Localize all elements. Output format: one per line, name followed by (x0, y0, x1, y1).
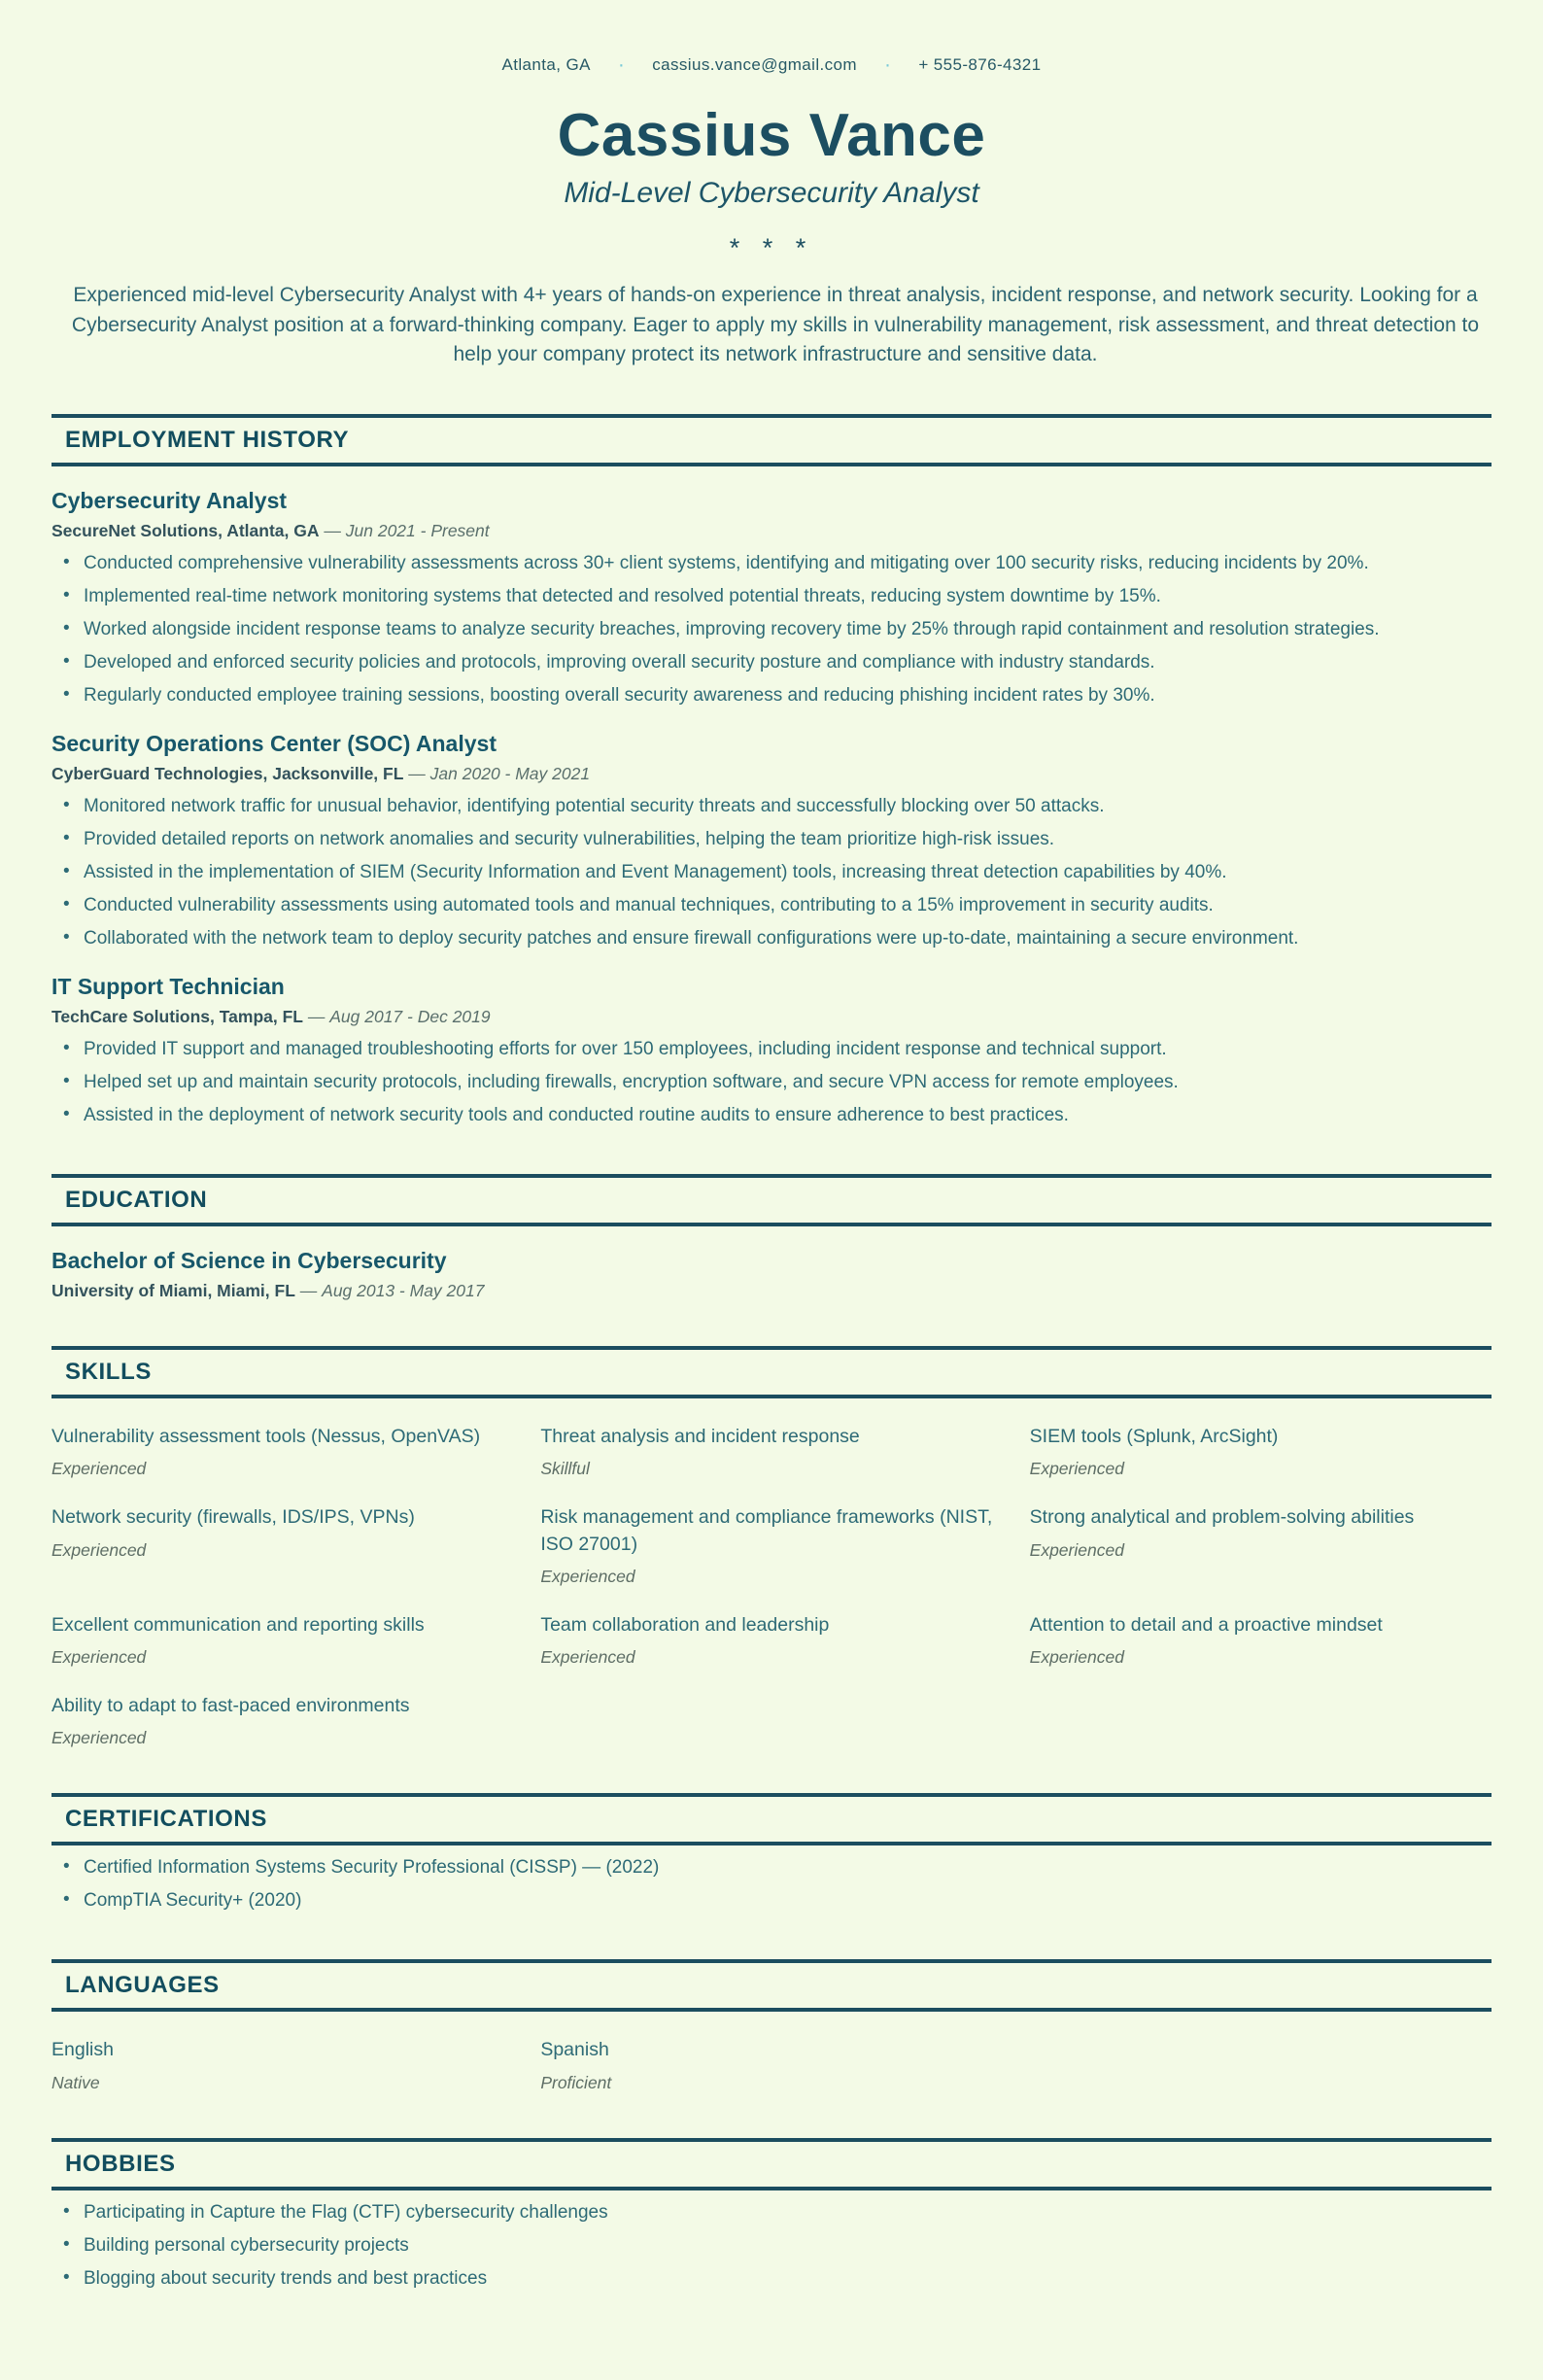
hobby-item: • Building personal cybersecurity projects (51, 2233, 1492, 2259)
job-bullet: • Provided IT support and managed troubleshooting efforts for over 150 employees, including incident response and technical support. (51, 1037, 1492, 1063)
education-dates: Aug 2013 - May 2017 (322, 1281, 485, 1300)
contact-location: Atlanta, GA (501, 54, 591, 74)
skill-item (1030, 1612, 1492, 1668)
skill-level: Experienced (1029, 1459, 1124, 1479)
candidate-name: Cassius Vance (557, 102, 986, 169)
language-level: Proficient (540, 2072, 612, 2092)
certification-item: • Certified Information Systems Security Professional (CISSP) — (2022) (51, 1855, 1492, 1881)
section-heading-languages: LANGUAGES (51, 1959, 1492, 2012)
job-list (51, 488, 1492, 1129)
contact-row (51, 54, 1492, 75)
hobby-item: • Participating in Capture the Flag (CTF) cybersecurity challenges (51, 2200, 1492, 2226)
job-bullet: • Regularly conducted employee training sessions, boosting overall security awareness and reducing phishing incident rates by 30%. (51, 683, 1492, 709)
job-bullet: • Conducted vulnerability assessments using automated tools and manual techniques, contributing to a 15% improvement in security audits. (51, 893, 1492, 919)
languages-grid (51, 2037, 1492, 2092)
skill-level: Experienced (51, 1728, 147, 1748)
skill-item (1030, 1424, 1492, 1479)
skill-item (51, 1612, 513, 1668)
language-name: English (51, 2039, 114, 2061)
job-dates: Aug 2017 - Dec 2019 (329, 1007, 491, 1027)
meta-dash: — (299, 1281, 318, 1300)
section-skills (51, 1346, 1492, 1748)
job-bullet: • Provided detailed reports on network anomalies and security vulnerabilities, helping the team prioritize high-risk issues. (51, 827, 1492, 853)
section-education (51, 1174, 1492, 1301)
skill-level: Experienced (51, 1459, 147, 1479)
skill-name: Strong analytical and problem-solving abilities (1029, 1506, 1415, 1529)
contact-separator-dot: · (617, 53, 626, 76)
section-certifications (51, 1793, 1492, 1914)
skill-item (51, 1693, 513, 1748)
skill-name: Team collaboration and leadership (540, 1613, 830, 1636)
language-level: Native (51, 2072, 100, 2092)
skill-item (51, 1504, 513, 1587)
job-bullet: • Assisted in the implementation of SIEM (Security Information and Event Management) tools, increasing threat detection capabilities by 40%. (51, 860, 1492, 886)
skill-name: SIEM tools (Splunk, ArcSight) (1029, 1426, 1279, 1447)
skill-name: Vulnerability assessment tools (Nessus, OpenVAS) (51, 1426, 481, 1447)
job-meta (51, 521, 1492, 541)
job-title: Cybersecurity Analyst (51, 488, 288, 514)
job-entry (51, 974, 1492, 1129)
hobby-item: • Blogging about security trends and best practices (51, 2266, 1492, 2293)
education-degree: Bachelor of Science in Cybersecurity (51, 1248, 447, 1273)
skill-level: Experienced (1029, 1539, 1124, 1560)
job-dates: Jun 2021 - Present (345, 521, 490, 541)
skill-name: Risk management and compliance frameworks (NIST, ISO 27001) (540, 1506, 993, 1555)
section-languages (51, 1959, 1492, 2092)
education-school: University of Miami, Miami, FL (51, 1281, 295, 1300)
job-company: TechCare Solutions, Tampa, FL (51, 1007, 303, 1027)
job-bullet: • Helped set up and maintain security protocols, including firewalls, encryption software, and secure VPN access for remote employees. (51, 1070, 1492, 1096)
job-company: SecureNet Solutions, Atlanta, GA (51, 521, 320, 541)
skill-level: Experienced (51, 1647, 147, 1668)
job-bullet: • Conducted comprehensive vulnerability assessments across 30+ client systems, identifying and mitigating over 100 security risks, reducing incidents by 20%. (51, 551, 1492, 577)
job-bullet-list (51, 1037, 1492, 1129)
skill-level: Experienced (540, 1566, 635, 1586)
meta-dash: — (307, 1007, 326, 1027)
skill-item (1030, 1504, 1492, 1587)
section-heading-education: EDUCATION (51, 1174, 1492, 1226)
skill-item (540, 1612, 1002, 1668)
job-bullet-list (51, 551, 1492, 709)
section-heading-hobbies: HOBBIES (51, 2138, 1492, 2190)
section-heading-certifications: CERTIFICATIONS (51, 1793, 1492, 1845)
skill-level: Skillful (540, 1459, 590, 1479)
job-bullet: • Implemented real-time network monitoring systems that detected and resolved potential threats, reducing system downtime by 15%. (51, 584, 1492, 610)
job-dates: Jan 2020 - May 2021 (429, 764, 591, 784)
section-employment (51, 414, 1492, 1129)
job-meta (51, 764, 1492, 784)
job-bullet: • Assisted in the deployment of network security tools and conducted routine audits to ensure adherence to best practices. (51, 1103, 1492, 1129)
job-entry (51, 731, 1492, 952)
certification-list (51, 1855, 1492, 1914)
skill-level: Experienced (1029, 1647, 1124, 1668)
skill-name: Threat analysis and incident response (540, 1426, 860, 1447)
profile-summary: Experienced mid-level Cybersecurity Analyst with 4+ years of hands-on experience in threat analysis, incident response, and network security. Looking for a Cybersecurity Analyst position at a forward-thinking company. Eager to apply my skills in vulnerability management, risk assessment, and threat detection to help your company protect its network infrastructure and sensitive data. (71, 284, 1480, 365)
job-title: Security Operations Center (SOC) Analyst (51, 731, 497, 757)
resume-header (51, 54, 1492, 369)
asterisk-divider: * * * (729, 233, 814, 263)
skill-name: Attention to detail and a proactive mindset (1029, 1613, 1383, 1636)
language-item (540, 2037, 1002, 2092)
skill-level: Experienced (540, 1647, 635, 1668)
contact-phone: + 555-876-4321 (918, 54, 1042, 74)
meta-dash: — (324, 521, 341, 541)
contact-separator-dot: · (883, 53, 892, 76)
section-hobbies (51, 2138, 1492, 2293)
skill-item (540, 1504, 1002, 1587)
skill-level: Experienced (51, 1539, 147, 1560)
job-title: IT Support Technician (51, 974, 285, 1000)
section-heading-employment: EMPLOYMENT HISTORY (51, 414, 1492, 466)
hobby-list (51, 2200, 1492, 2293)
education-meta (51, 1281, 1492, 1301)
skill-item (540, 1424, 1002, 1479)
language-name: Spanish (540, 2039, 609, 2061)
skill-item (51, 1424, 513, 1479)
language-item (51, 2037, 513, 2092)
job-bullet: • Developed and enforced security policies and protocols, improving overall security posture and compliance with industry standards. (51, 650, 1492, 676)
certification-item: • CompTIA Security+ (2020) (51, 1888, 1492, 1914)
contact-email: cassius.vance@gmail.com (652, 54, 857, 74)
skill-name: Ability to adapt to fast-paced environments (51, 1695, 410, 1717)
section-heading-skills: SKILLS (51, 1346, 1492, 1398)
candidate-job-title: Mid-Level Cybersecurity Analyst (564, 177, 979, 210)
job-company: CyberGuard Technologies, Jacksonville, FL (51, 764, 404, 784)
skill-name: Network security (firewalls, IDS/IPS, VPNs) (51, 1506, 415, 1529)
meta-dash: — (408, 764, 426, 784)
job-bullet: • Worked alongside incident response teams to analyze security breaches, improving recovery time by 25% through rapid containment and resolution strategies. (51, 617, 1492, 643)
job-meta (51, 1007, 1492, 1027)
job-bullet: • Collaborated with the network team to deploy security patches and ensure firewall configurations were up-to-date, maintaining a secure environment. (51, 926, 1492, 952)
job-entry (51, 488, 1492, 709)
skill-name: Excellent communication and reporting skills (51, 1613, 425, 1636)
job-bullet-list (51, 794, 1492, 952)
skills-grid (51, 1424, 1492, 1748)
job-bullet: • Monitored network traffic for unusual behavior, identifying potential security threats and successfully blocking over 50 attacks. (51, 794, 1492, 820)
